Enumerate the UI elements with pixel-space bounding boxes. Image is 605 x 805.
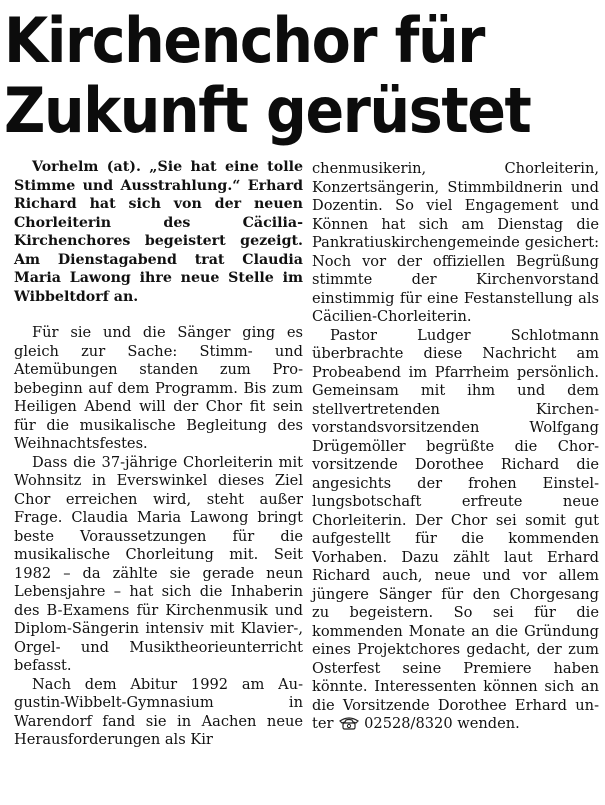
left-column <box>14 158 303 750</box>
telephone-icon <box>338 716 360 730</box>
phone-contact <box>338 715 452 732</box>
body-paragraph-3-continued: chenmusikerin, Chorleiterin, Konzertsängerin, Stimmbildnerin und Dozentin. So viel Engagement und Können hat sich am Dienstag die Pankratiuskirchengemeinde gesichert: Noch vor der offiziellen Begrüßung stimmte der Kirchenvorstand einstimmig für eine Festanstellung als Cäcilien-Chorleiterin. <box>312 160 599 325</box>
body-paragraph-4-text: Pastor Ludger Schlotmann überbrachte diese Nachricht am Probeabend im Pfarrheim persönlich. Gemeinsam mit ihm und dem stellvertretenden Kirchenvorstandsvorsitzenden Wolfgang Drügemöller begrüßte die Chorvorsitzende Dorothee Richard die angesichts der frohen Einstellungsbotschaft erfreute neue Chorleiterin. Der Chor sei somit gut aufgestellt für die kommenden Vorhaben. Dazu zählt laut Erhard Richard auch, neue und vor allem jüngere Sänger für den Chorgesang zu begeistern. So sei für die kommenden Monate an die Gründung eines Projektchores gedacht, der zum Osterfest seine Premiere haben könnte. Interessenten können sich an die Vorsitzende Dorothee Erhard unter <box>312 326 599 732</box>
closing-word: wenden. <box>457 715 520 732</box>
phone-number: 02528/8320 <box>364 715 453 732</box>
headline-line-1: Kirchenchor für <box>4 4 485 77</box>
body-paragraph-1: Für sie und die Sänger ging es gleich zur Sache: Stimm- und Atemübungen standen zum Probebeginn auf dem Programm. Bis zum Heiligen Abend will der Chor fit sein für die musikalische Begleitung des Weihnachtsfestes. <box>14 324 303 452</box>
lead-paragraph: Vorhelm (at). „Sie hat eine tolle Stimme und Ausstrahlung.“ Erhard Richard hat sich von der neuen Chorleiterin des Cäcilia-Kirchenchores begeistert gezeigt. Am Dienstagabend trat Claudia Maria Lawong ihre neue Stelle im Wibbeltdorf an. <box>14 159 303 305</box>
right-column <box>312 160 599 734</box>
headline-line-2: Zukunft gerüstet <box>4 74 531 147</box>
headline <box>4 6 556 146</box>
body-paragraph-2: Dass die 37-jährige Chorleiterin mit Wohnsitz in Everswinkel dieses Ziel Chor erreichen wird, steht außer Frage. Claudia Maria Lawong bringt beste Voraussetzungen für die musikalische Chorleitung mit. Seit 1982 – da zählte sie gerade neun Lebensjahre – hat sich die Inhaberin des B-Examens für Kirchenmusik und Diplom-Sängerin intensiv mit Klavier-, Orgel- und Musiktheorieunterricht befasst. <box>14 453 303 674</box>
body-paragraph-3-start: Nach dem Abitur 1992 am Augustin-Wibbelt-Gymnasium in Warendorf fand sie in Aachen neue Herausforderungen als Kir <box>14 675 303 748</box>
body-paragraph-4 <box>312 327 599 734</box>
